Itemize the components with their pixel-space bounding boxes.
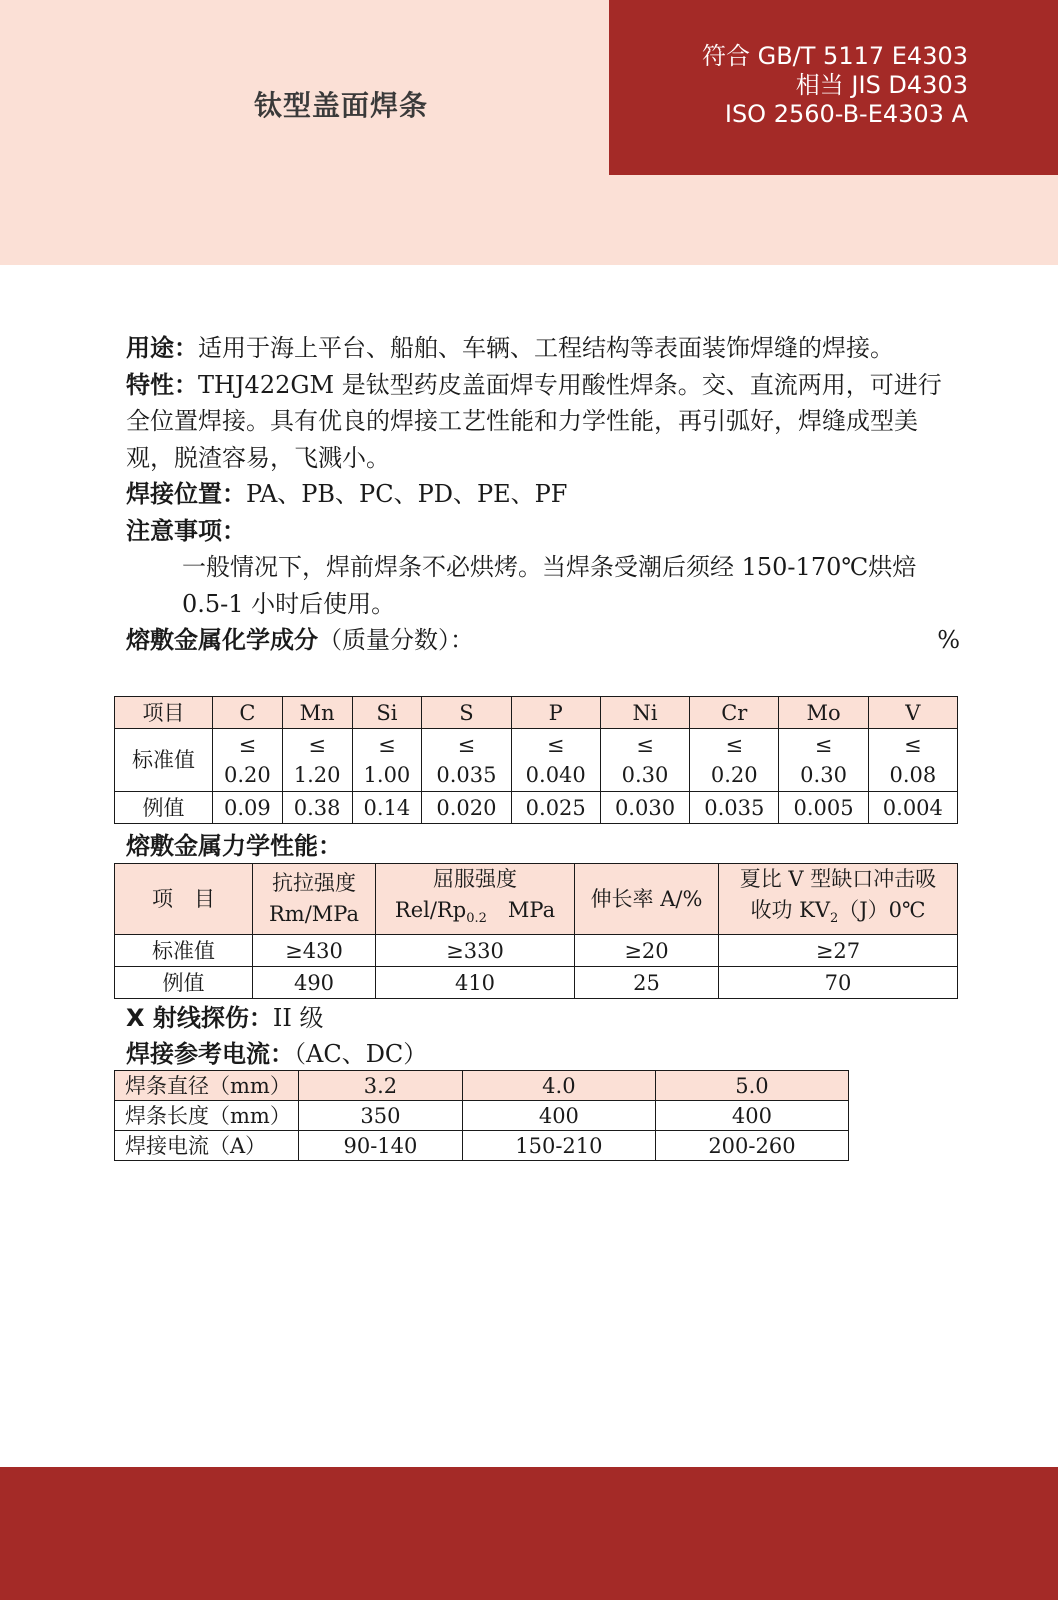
description-section — [126, 330, 960, 659]
table-header-cell: 夏比 V 型缺口冲击吸 收功 $KV_2(J)0℃$ — [719, 864, 958, 935]
table-cell: 150-210 — [462, 1131, 655, 1161]
table-cell: 70 — [719, 967, 958, 999]
row-label-cell: 焊条直径（mm） — [115, 1071, 299, 1101]
table-cell: ≤ 0.20 — [690, 729, 779, 792]
mechanical-title: 熔敷金属力学性能： — [126, 832, 342, 860]
table-row — [115, 697, 958, 729]
table-header-cell: C — [213, 697, 283, 729]
table-header-cell: 抗拉强度 Rm/MPa — [253, 864, 376, 935]
table-cell: 0.09 — [213, 792, 283, 824]
table-cell: 25 — [575, 967, 719, 999]
table-header-cell: V — [868, 697, 957, 729]
table-cell: 490 — [253, 967, 376, 999]
notes-label: 注意事项： — [126, 516, 246, 545]
table-row — [115, 792, 958, 824]
table-cell: 4.0 — [462, 1071, 655, 1101]
product-title: 钛型盖面焊条 — [254, 89, 429, 122]
table-cell: 400 — [462, 1101, 655, 1131]
table-cell: ≤ 0.08 — [868, 729, 957, 792]
table-row — [115, 864, 958, 935]
feature-text: THJ422GM 是钛型药皮盖面焊专用酸性焊条。交、直流两用，可进行全位置焊接。具有优良的焊接工艺性能和力学性能，再引弧好，焊缝成型美观，脱渣容易，飞溅小。 — [126, 370, 942, 472]
table-header-cell: 项 目 — [115, 864, 253, 935]
table-cell: ≤ 0.30 — [600, 729, 689, 792]
table-cell: 0.38 — [282, 792, 352, 824]
table-cell: 410 — [376, 967, 575, 999]
row-label-cell: 例值 — [115, 792, 213, 824]
table-cell: 90-140 — [299, 1131, 463, 1161]
mechanical-properties-table — [114, 863, 958, 999]
standard-line: ISO 2560-B-E4303 A — [724, 100, 968, 128]
table-header-cell: Cr — [690, 697, 779, 729]
table-cell: ≤ 1.20 — [282, 729, 352, 792]
chem-unit: % — [937, 626, 960, 654]
footer-band — [0, 1467, 1058, 1600]
table-cell: 0.020 — [422, 792, 511, 824]
chem-title-row — [126, 622, 960, 659]
position-text: PA、PB、PC、PD、PE、PF — [246, 480, 568, 508]
row-label-cell: 例值 — [115, 967, 253, 999]
table-cell: 0.035 — [690, 792, 779, 824]
standard-line: 相当 JIS D4303 — [795, 71, 968, 99]
table-cell: ≥430 — [253, 935, 376, 967]
xray-line — [126, 998, 323, 1033]
chem-title-suffix: （质量分数）： — [318, 626, 474, 654]
usage-text: 适用于海上平台、船舶、车辆、工程结构等表面装饰焊缝的焊接。 — [198, 334, 894, 362]
table-header-cell: 项目 — [115, 697, 213, 729]
position-label: 焊接位置： — [126, 480, 246, 508]
table-cell: ≥20 — [575, 935, 719, 967]
position-paragraph — [126, 476, 960, 513]
feature-label: 特性： — [126, 370, 198, 399]
current-title-line — [126, 1034, 427, 1069]
current-title-suffix: （AC、DC） — [294, 1040, 428, 1068]
table-cell: 0.14 — [352, 792, 422, 824]
table-cell: 400 — [655, 1101, 848, 1131]
usage-label: 用途： — [126, 334, 198, 362]
table-header-cell: 屈服强度 Rel/$Rp_{0.2}$ MPa — [376, 864, 575, 935]
row-label-cell: 标准值 — [115, 935, 253, 967]
standard-line: 符合 GB/T 5117 E4303 — [701, 42, 968, 70]
table-cell: ≥27 — [719, 935, 958, 967]
table-cell: 5.0 — [655, 1071, 848, 1101]
chem-title: 熔敷金属化学成分 — [126, 626, 318, 654]
row-label-cell: 标准值 — [115, 729, 213, 792]
chemical-composition-table — [114, 696, 958, 824]
table-header-cell: P — [511, 697, 600, 729]
xray-label: X 射线探伤： — [126, 1004, 273, 1032]
table-cell: 0.025 — [511, 792, 600, 824]
current-title: 焊接参考电流： — [126, 1040, 294, 1068]
notes-heading — [126, 513, 960, 550]
table-cell: ≤ 0.035 — [422, 729, 511, 792]
table-header-cell: 伸长率 A/% — [575, 864, 719, 935]
table-cell: 200-260 — [655, 1131, 848, 1161]
table-row — [115, 967, 958, 999]
usage-paragraph — [126, 330, 960, 367]
table-cell: 3.2 — [299, 1071, 463, 1101]
table-row — [115, 1131, 849, 1161]
table-row — [115, 1101, 849, 1131]
table-cell: 0.005 — [779, 792, 868, 824]
table-header-cell: S — [422, 697, 511, 729]
table-cell: ≥330 — [376, 935, 575, 967]
row-label-cell: 焊条长度（mm） — [115, 1101, 299, 1131]
feature-paragraph — [126, 367, 960, 477]
table-cell: ≤ 0.040 — [511, 729, 600, 792]
row-label-cell: 焊接电流（A） — [115, 1131, 299, 1161]
table-header-cell: Ni — [600, 697, 689, 729]
table-cell: ≤ 0.30 — [779, 729, 868, 792]
table-cell: ≤ 1.00 — [352, 729, 422, 792]
table-cell: 0.004 — [868, 792, 957, 824]
table-cell: ≤ 0.20 — [213, 729, 283, 792]
table-header-cell: Si — [352, 697, 422, 729]
table-cell: 350 — [299, 1101, 463, 1131]
welding-current-table — [114, 1070, 849, 1161]
notes-text: 一般情况下，焊前焊条不必烘烤。当焊条受潮后须经 150-170℃烘焙 0.5-1 小时后使用。 — [182, 553, 917, 618]
table-row — [115, 729, 958, 792]
table-header-cell: Mn — [282, 697, 352, 729]
table-cell: 0.030 — [600, 792, 689, 824]
table-row — [115, 935, 958, 967]
standards-box — [609, 0, 1058, 175]
table-header-cell: Mo — [779, 697, 868, 729]
table-row — [115, 1071, 849, 1101]
xray-text: II 级 — [272, 1004, 324, 1032]
